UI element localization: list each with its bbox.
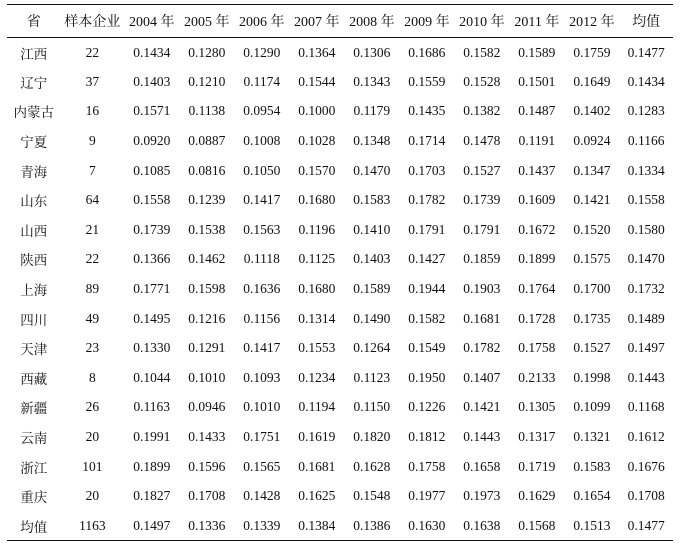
value-cell: 0.1973	[463, 488, 501, 504]
header-row	[7, 5, 673, 38]
province-cell: 均值	[20, 519, 48, 536]
value-cell: 0.1589	[353, 281, 391, 297]
year-header: 2010 年	[459, 15, 505, 30]
value-cell: 0.1559	[408, 73, 446, 89]
table-row	[7, 393, 673, 423]
value-cell: 0.1382	[463, 103, 501, 119]
value-cell: 0.1410	[353, 221, 391, 237]
table-row	[7, 274, 673, 304]
value-cell: 0.1305	[518, 399, 556, 415]
value-cell: 0.1417	[243, 192, 281, 208]
year-header: 2012 年	[569, 15, 615, 30]
value-cell: 0.1407	[463, 369, 501, 385]
table-row	[7, 452, 673, 482]
value-cell: 0.1028	[298, 133, 336, 149]
province-cell: 江西	[20, 46, 48, 63]
table-row	[7, 67, 673, 97]
value-cell: 0.1582	[463, 44, 501, 60]
province-cell: 辽宁	[20, 75, 48, 92]
mean-cell: 0.1489	[627, 310, 665, 326]
value-cell: 0.1125	[298, 251, 336, 267]
value-cell: 0.1686	[408, 44, 446, 60]
sample-count-cell: 20	[85, 488, 100, 504]
value-cell: 0.1386	[353, 517, 391, 533]
value-cell: 0.1010	[243, 399, 281, 415]
value-cell: 0.1570	[298, 162, 336, 178]
value-cell: 0.1998	[573, 369, 611, 385]
value-cell: 0.1764	[518, 281, 556, 297]
value-cell: 0.1317	[518, 429, 556, 445]
value-cell: 0.1348	[353, 133, 391, 149]
mean-cell: 0.1676	[627, 458, 665, 474]
table-row	[7, 304, 673, 334]
value-cell: 0.1563	[243, 221, 281, 237]
value-cell: 0.1495	[133, 310, 171, 326]
province-cell: 宁夏	[20, 135, 48, 152]
mean-cell: 0.1497	[627, 340, 665, 356]
value-cell: 0.1583	[573, 458, 611, 474]
mean-cell: 0.1443	[627, 369, 665, 385]
province-cell: 重庆	[20, 490, 48, 507]
province-cell: 四川	[20, 312, 48, 329]
value-cell: 0.1321	[573, 429, 611, 445]
value-cell: 0.1010	[188, 369, 226, 385]
value-cell: 0.1191	[518, 133, 556, 149]
province-cell: 山东	[20, 194, 48, 211]
province-cell: 云南	[20, 431, 48, 448]
value-cell: 0.1421	[463, 399, 501, 415]
value-cell: 0.1291	[188, 340, 226, 356]
value-cell: 0.1654	[573, 488, 611, 504]
mean-cell: 0.1558	[627, 192, 665, 208]
value-cell: 0.1384	[298, 517, 336, 533]
value-cell: 0.1703	[408, 162, 446, 178]
value-cell: 0.1859	[463, 251, 501, 267]
value-cell: 0.1099	[573, 399, 611, 415]
value-cell: 0.1330	[133, 340, 171, 356]
mean-cell: 0.1334	[627, 162, 665, 178]
sample-count-cell: 101	[82, 458, 103, 474]
sample-count-cell: 23	[85, 340, 100, 356]
value-cell: 0.1680	[298, 192, 336, 208]
value-cell: 0.1681	[298, 458, 336, 474]
value-cell: 0.1739	[133, 221, 171, 237]
value-cell: 0.0887	[188, 133, 226, 149]
mean-cell: 0.1732	[627, 281, 665, 297]
table-row	[7, 97, 673, 127]
sample-count-cell: 21	[85, 221, 100, 237]
value-cell: 0.1628	[353, 458, 391, 474]
value-cell: 0.1210	[188, 73, 226, 89]
value-cell: 0.1470	[353, 162, 391, 178]
year-header: 2007 年	[294, 15, 340, 30]
sample-count-cell: 16	[85, 103, 100, 119]
sample-count-cell: 8	[88, 369, 96, 385]
sample-count-cell: 49	[85, 310, 100, 326]
table-body	[7, 38, 673, 541]
value-cell: 0.1812	[408, 429, 446, 445]
sample-count-cell: 37	[85, 73, 100, 89]
table-row	[7, 38, 673, 68]
value-cell: 0.1280	[188, 44, 226, 60]
table-row	[7, 511, 673, 541]
value-cell: 0.1434	[133, 44, 171, 60]
value-cell: 0.1234	[298, 369, 336, 385]
value-cell: 0.1435	[408, 103, 446, 119]
value-cell: 0.1347	[573, 162, 611, 178]
value-cell: 0.1950	[408, 369, 446, 385]
value-cell: 0.1417	[243, 340, 281, 356]
value-cell: 0.1194	[298, 399, 336, 415]
mean-cell: 0.1477	[627, 517, 665, 533]
value-cell: 0.1899	[133, 458, 171, 474]
value-cell: 0.1428	[243, 488, 281, 504]
value-cell: 0.1629	[518, 488, 556, 504]
mean-cell: 0.1434	[627, 73, 665, 89]
year-header: 2009 年	[404, 15, 450, 30]
mean-cell: 0.1168	[627, 399, 665, 415]
mean-cell: 0.1283	[627, 103, 665, 119]
sample-count-cell: 7	[88, 162, 96, 178]
value-cell: 0.1437	[518, 162, 556, 178]
value-cell: 0.1093	[243, 369, 281, 385]
value-cell: 0.1589	[518, 44, 556, 60]
table-row	[7, 333, 673, 363]
value-cell: 0.1118	[243, 251, 280, 267]
value-cell: 0.1782	[463, 340, 501, 356]
value-cell: 0.1290	[243, 44, 281, 60]
value-cell: 0.1179	[353, 103, 391, 119]
value-cell: 0.1403	[353, 251, 391, 267]
value-cell: 0.1991	[133, 429, 171, 445]
value-cell: 0.1596	[188, 458, 226, 474]
value-cell: 0.1008	[243, 133, 281, 149]
value-cell: 0.1636	[243, 281, 281, 297]
value-cell: 0.1421	[573, 192, 611, 208]
year-header: 2006 年	[239, 15, 285, 30]
value-cell: 0.1314	[298, 310, 336, 326]
province-cell: 新疆	[20, 401, 48, 418]
value-cell: 0.1226	[408, 399, 446, 415]
value-cell: 0.1501	[518, 73, 556, 89]
value-cell: 0.1174	[243, 73, 281, 89]
value-cell: 0.1598	[188, 281, 226, 297]
value-cell: 0.1719	[518, 458, 556, 474]
value-cell: 0.1583	[353, 192, 391, 208]
value-cell: 0.1680	[298, 281, 336, 297]
table-row	[7, 245, 673, 275]
data-table	[7, 4, 673, 541]
value-cell: 0.1156	[243, 310, 281, 326]
value-cell: 0.1571	[133, 103, 171, 119]
value-cell: 0.1487	[518, 103, 556, 119]
sample-count-cell: 26	[85, 399, 100, 415]
value-cell: 0.1714	[408, 133, 446, 149]
value-cell: 0.1759	[573, 44, 611, 60]
sample-count-cell: 20	[85, 429, 100, 445]
value-cell: 0.1163	[133, 399, 171, 415]
value-cell: 0.1427	[408, 251, 446, 267]
value-cell: 0.1497	[133, 517, 171, 533]
value-cell: 0.1782	[408, 192, 446, 208]
value-cell: 0.1558	[133, 192, 171, 208]
value-cell: 0.1336	[188, 517, 226, 533]
year-header: 2008 年	[349, 15, 395, 30]
province-cell: 内蒙古	[13, 105, 54, 122]
value-cell: 0.1827	[133, 488, 171, 504]
sample-count-cell: 9	[88, 133, 96, 149]
value-cell: 0.1527	[463, 162, 501, 178]
province-cell: 上海	[20, 283, 48, 300]
year-header: 2011 年	[514, 15, 560, 30]
value-cell: 0.1565	[243, 458, 281, 474]
value-cell: 0.2133	[518, 369, 556, 385]
value-cell: 0.1899	[518, 251, 556, 267]
value-cell: 0.1658	[463, 458, 501, 474]
value-cell: 0.0946	[188, 399, 226, 415]
value-cell: 0.1582	[408, 310, 446, 326]
value-cell: 0.1700	[573, 281, 611, 297]
value-cell: 0.1681	[463, 310, 501, 326]
table-row	[7, 156, 673, 186]
value-cell: 0.1549	[408, 340, 446, 356]
value-cell: 0.1364	[298, 44, 336, 60]
mean-cell: 0.1477	[627, 44, 665, 60]
value-cell: 0.1000	[298, 103, 336, 119]
value-cell: 0.1402	[573, 103, 611, 119]
value-cell: 0.1758	[518, 340, 556, 356]
table-row	[7, 422, 673, 452]
sample-count-cell: 1163	[79, 517, 106, 533]
table-row	[7, 363, 673, 393]
value-cell: 0.1568	[518, 517, 556, 533]
value-cell: 0.1520	[573, 221, 611, 237]
value-cell: 0.1478	[463, 133, 501, 149]
province-cell: 青海	[20, 164, 48, 181]
value-cell: 0.1672	[518, 221, 556, 237]
value-cell: 0.1638	[463, 517, 501, 533]
value-cell: 0.1791	[463, 221, 501, 237]
value-cell: 0.1739	[463, 192, 501, 208]
value-cell: 0.1513	[573, 517, 611, 533]
value-cell: 0.1625	[298, 488, 336, 504]
value-cell: 0.0954	[243, 103, 281, 119]
value-cell: 0.1544	[298, 73, 336, 89]
year-header: 2004 年	[129, 15, 175, 30]
value-cell: 0.1575	[573, 251, 611, 267]
mean-cell: 0.1708	[627, 488, 665, 504]
table-header	[7, 5, 673, 38]
table-row	[7, 126, 673, 156]
value-cell: 0.1735	[573, 310, 611, 326]
value-cell: 0.1708	[188, 488, 226, 504]
value-cell: 0.0920	[133, 133, 171, 149]
mean-header: 均值	[632, 14, 661, 30]
province-cell: 天津	[20, 342, 48, 359]
value-cell: 0.1339	[243, 517, 281, 533]
value-cell: 0.1050	[243, 162, 281, 178]
value-cell: 0.1085	[133, 162, 171, 178]
value-cell: 0.1443	[463, 429, 501, 445]
table-row	[7, 215, 673, 245]
value-cell: 0.1150	[353, 399, 391, 415]
value-cell: 0.1548	[353, 488, 391, 504]
value-cell: 0.1538	[188, 221, 226, 237]
mean-cell: 0.1470	[627, 251, 665, 267]
value-cell: 0.1433	[188, 429, 226, 445]
sample-count-cell: 89	[85, 281, 100, 297]
mean-cell: 0.1166	[627, 133, 665, 149]
mean-cell: 0.1612	[627, 429, 665, 445]
value-cell: 0.1820	[353, 429, 391, 445]
value-cell: 0.1771	[133, 281, 171, 297]
province-cell: 浙江	[20, 460, 48, 477]
value-cell: 0.1306	[353, 44, 391, 60]
value-cell: 0.0924	[573, 133, 611, 149]
value-cell: 0.1728	[518, 310, 556, 326]
province-header: 省	[26, 14, 41, 30]
value-cell: 0.1528	[463, 73, 501, 89]
value-cell: 0.1609	[518, 192, 556, 208]
value-cell: 0.1216	[188, 310, 226, 326]
province-cell: 陕西	[20, 253, 48, 270]
value-cell: 0.1366	[133, 251, 171, 267]
value-cell: 0.1751	[243, 429, 281, 445]
value-cell: 0.1619	[298, 429, 336, 445]
sample-count-header: 样本企业	[64, 14, 121, 30]
province-cell: 山西	[20, 223, 48, 240]
value-cell: 0.1553	[298, 340, 336, 356]
table-row	[7, 185, 673, 215]
table-row	[7, 481, 673, 511]
value-cell: 0.1044	[133, 369, 171, 385]
value-cell: 0.1239	[188, 192, 226, 208]
value-cell: 0.1903	[463, 281, 501, 297]
value-cell: 0.1527	[573, 340, 611, 356]
value-cell: 0.1791	[408, 221, 446, 237]
value-cell: 0.1630	[408, 517, 446, 533]
value-cell: 0.1138	[188, 103, 226, 119]
value-cell: 0.1462	[188, 251, 226, 267]
sample-count-cell: 22	[85, 251, 100, 267]
value-cell: 0.1944	[408, 281, 446, 297]
value-cell: 0.1343	[353, 73, 391, 89]
value-cell: 0.1758	[408, 458, 446, 474]
value-cell: 0.1403	[133, 73, 171, 89]
sample-count-cell: 22	[85, 44, 100, 60]
province-cell: 西藏	[20, 371, 48, 388]
value-cell: 0.1196	[298, 221, 336, 237]
value-cell: 0.1490	[353, 310, 391, 326]
year-header: 2005 年	[184, 15, 230, 30]
value-cell: 0.0816	[188, 162, 226, 178]
mean-cell: 0.1580	[627, 221, 665, 237]
value-cell: 0.1649	[573, 73, 611, 89]
value-cell: 0.1123	[353, 369, 391, 385]
value-cell: 0.1977	[408, 488, 446, 504]
sample-count-cell: 64	[85, 192, 100, 208]
value-cell: 0.1264	[353, 340, 391, 356]
